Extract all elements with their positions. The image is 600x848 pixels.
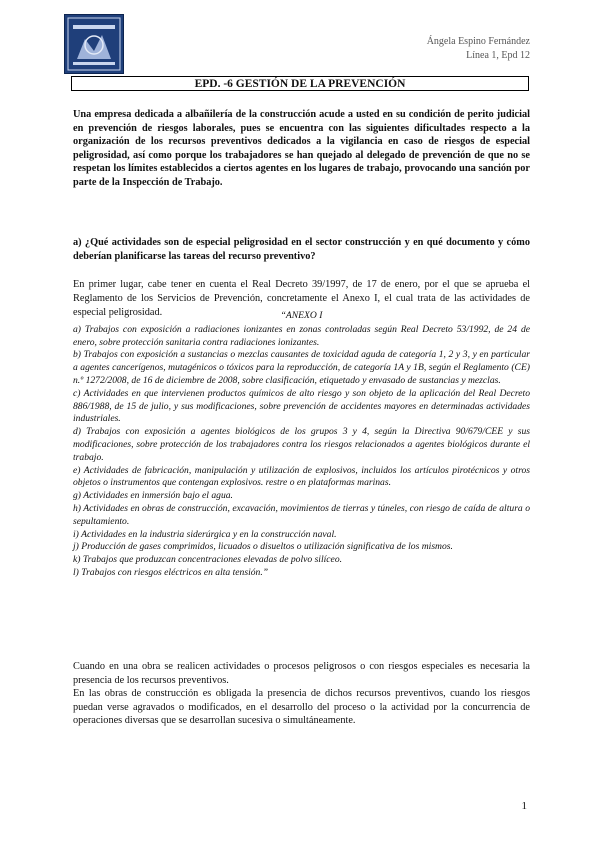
annex-item-l: l) Trabajos con riesgos eléctricos en alta tensión.” — [73, 566, 269, 578]
question-a — [73, 236, 530, 263]
annex-item-k: k) Trabajos que produzcan concentraciones elevadas de polvo silíceo. — [73, 554, 343, 566]
page-number: 1 — [521, 800, 527, 812]
annex-item-g: g) Actividades en inmersión bajo el agua. — [73, 490, 233, 502]
conclusion-paragraph-1: Cuando en una obra se realicen actividades o procesos peligrosos o con riesgos especiales es necesaria la presencia de los recursos preventivos. — [73, 661, 530, 686]
annex-item-a: a) Trabajos con exposición a radiaciones ionizantes en zonas controladas según Real Decreto 53/1992, de 24 de enero, sobre protección sanitaria contra radiaciones ionizantes. — [73, 323, 530, 348]
annex-item-b: b) Trabajos con exposición a sustancias o mezclas causantes de toxicidad aguda de categoría 1, 2 y 3, y en particular a agentes cancerígenos, mutagénicos o tóxicos para la reproducción, de categoría 1A y 1B, según el Reglamento (CE) n.º 1272/2008, de 16 de diciembre de 2008, sobre clasificación, etiquetado y envasado de sustancias y mezclas. — [73, 349, 530, 386]
annex-item-e: e) Actividades de fabricación, manipulación y utilización de explosivos, incluidos los artículos pirotécnicos y otros objetos o instrumentos que contengan explosivos. restre o en plataformas marinas. — [73, 464, 530, 489]
annex-item-d: d) Trabajos con exposición a agentes biológicos de los grupos 3 y 4, según la Directiva 90/679/CEE y sus modificaciones, sobre protección de los trabajadores contra los riesgos relacionados a agentes biológicos durante el trabajo. — [73, 426, 530, 463]
case-statement — [73, 108, 530, 190]
university-logo — [64, 14, 124, 74]
annex-item-j: j) Producción de gases comprimidos, licuados o disueltos o utilización significativa de los mismos. — [73, 541, 453, 553]
annex-item-c: c) Actividades en que intervienen productos químicos de alto riesgo y son objeto de la aplicación del Real Decreto 886/1988, de 15 de julio, y sus modificaciones, sobre prevención de accidentes mayores en determinadas actividades industriales. — [73, 387, 530, 425]
conclusion-paragraph-2: En las obras de construcción es obligada la presencia de dichos recursos preventivos, cuando los riesgos puedan verse agravados o modificados, en el desarrollo del proceso o la actividad por la concurrencia de operaciones diversas que se desarrollan sucesiva o simultáneamente. — [73, 688, 530, 727]
document-title: EPD. -6 GESTIÓN DE LA PREVENCIÓN — [71, 76, 529, 91]
document-header — [427, 35, 530, 63]
conclusion — [73, 660, 530, 728]
intro-paragraph: Una empresa dedicada a albañilería de la construcción acude a usted en su condición de perito judicial en prevención de riesgos laborales, pues se encuentra con las siguientes dificultades respecto a la organización de los recursos preventivos dedicados a la vigilancia en caso de riesgos de especial peligrosidad, así como porque los trabajadores se han quejado al delegado de prevención de que no se respetan los límites establecidos a ciertos agentes en los lugares de trabajo, provocando una sanción por parte de la Inspección de Trabajo. — [73, 109, 530, 188]
author-name: Ángela Espino Fernández — [426, 36, 530, 47]
question-text: a) ¿Qué actividades son de especial peligrosidad en el sector construcción y en qué documento y cómo deberían planificarse las tareas del recurso preventivo? — [73, 237, 530, 262]
annex-item-h: h) Actividades en obras de construcción, excavación, movimientos de tierras y túneles, con riesgo de caída de altura o sepultamiento. — [73, 502, 530, 527]
annex-quote — [73, 310, 530, 580]
paragraph-1: En primer lugar, cabe tener en cuenta el Real Decreto 39/1997, de 17 de enero, por el que se aprueba el Reglamento de los Servicios de Prevención, concretamente el Anexo I, el cual trata de las actividades de especial peligrosidad. — [73, 279, 530, 318]
annex-title: “ANEXO I — [280, 310, 323, 321]
course-line: Línea 1, Epd 12 — [466, 50, 530, 61]
annex-item-i: i) Actividades en la industria siderúrgica y en la construcción naval. — [73, 528, 337, 540]
